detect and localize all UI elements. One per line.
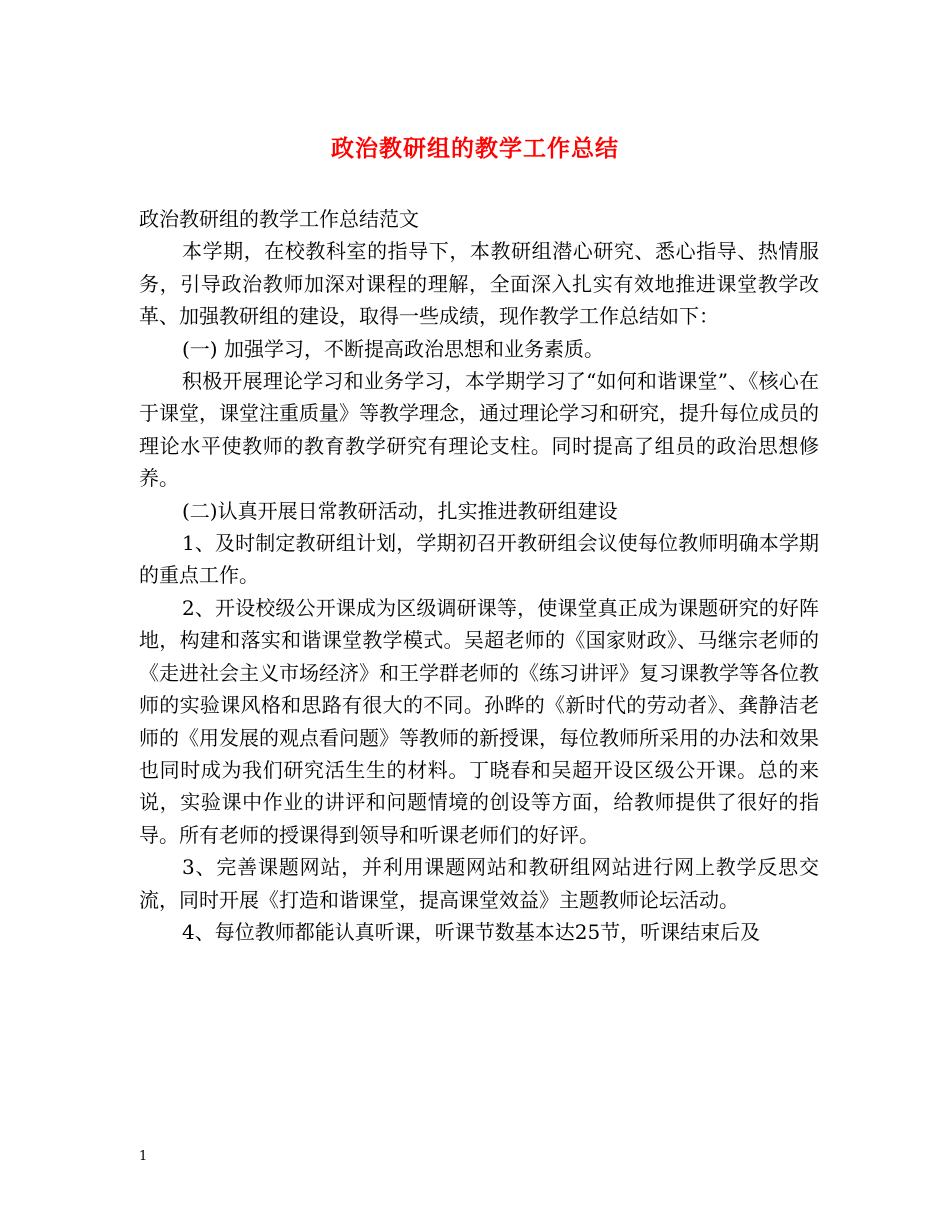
list-item-2: 2、开设校级公开课成为区级调研课等，使课堂真正成为课题研究的好阵地，构建和落实和谐课堂教学模式。吴超老师的《国家财政》、马继宗老师的《走进社会主义市场经济》和王学群老师的《练习讲评》复习课教学等各位教师的实验课风格和思路有很大的不同。孙晔的《新时代的劳动者》、龚静洁老师的《用发展的观点看问题》等教师的新授课，每位教师所采用的办法和效果也同时成为我们研究活生生的材料。丁晓春和吴超开设区级公开课。总的来说，实验课中作业的讲评和问题情境的创设等方面，给教师提供了很好的指导。所有老师的授课得到领导和听课老师们的好评。 [139, 595, 819, 847]
paragraph-intro: 本学期，在校教科室的指导下，本教研组潜心研究、悉心指导、热情服务，引导政治教师加深对课程的理解，全面深入扎实有效地推进课堂教学改革、加强教研组的建设，取得一些成绩，现作教学工作总结如下： [139, 239, 819, 329]
section-heading-2: (二)认真开展日常教研活动，扎实推进教研组建设 [182, 498, 618, 523]
list-item-3: 3、完善课题网站，并利用课题网站和教研组网站进行网上教学反思交流，同时开展《打造和谐课堂，提高课堂效益》主题教师论坛活动。 [139, 855, 819, 912]
paragraph-study: 积极开展理论学习和业务学习，本学期学习了“如何和谐课堂”、《核心在于课堂，课堂注重质量》等教学理念，通过理论学习和研究，提升每位成员的理论水平使教师的教育教学研究有理论支柱。同时提高了组员的政治思想修养。 [139, 369, 819, 491]
page-number: 1 [139, 1149, 148, 1164]
section-heading-1: (一) 加强学习，不断提高政治思想和业务素质。 [182, 336, 604, 361]
list-item-1: 1、及时制定教研组计划，学期初召开教研组会议使每位教师明确本学期的重点工作。 [139, 531, 819, 588]
document-subtitle: 政治教研组的教学工作总结范文 [139, 207, 419, 231]
document-title: 政治教研组的教学工作总结 [331, 135, 619, 162]
document-body [139, 203, 819, 948]
list-item-4: 4、每位教师都能认真听课，听课节数基本达25节，听课结束后及 [182, 919, 761, 944]
